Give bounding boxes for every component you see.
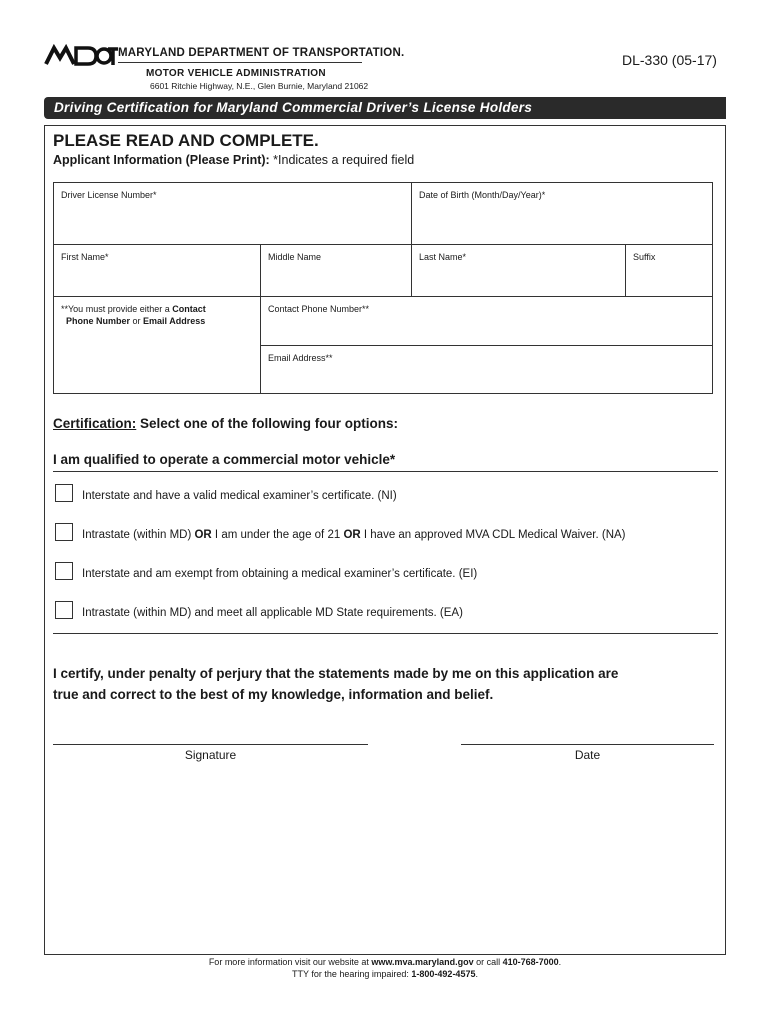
- email-field[interactable]: [260, 345, 713, 394]
- administration-name: MOTOR VEHICLE ADMINISTRATION: [146, 68, 326, 79]
- option-na-text-2: I am under the age of 21: [211, 529, 344, 541]
- certification-statement-line1: I certify, under penalty of perjury that the statements made by me on this application are: [53, 666, 619, 681]
- phone-label: Contact Phone Number**: [268, 304, 370, 314]
- first-name-label: First Name*: [61, 252, 109, 262]
- date-label: Date: [574, 748, 601, 762]
- footer-tty-number: 1-800-492-4575: [411, 969, 476, 979]
- option-na-text-3: I have an approved MVA CDL Medical Waiver. (NA): [360, 529, 626, 541]
- last-name-label: Last Name*: [419, 252, 467, 262]
- contact-note-text: **You must provide either a: [61, 304, 173, 314]
- footer-tty-text: TTY for the hearing impaired:: [292, 969, 412, 979]
- form-title: Driving Certification for Maryland Commercial Driver’s License Holders: [54, 100, 533, 115]
- contact-note-or: or: [130, 316, 144, 326]
- mdot-logo: [44, 44, 118, 66]
- option-ei-label: Interstate and am exempt from obtaining a medical examiner’s certificate. (EI): [82, 568, 478, 580]
- footer-text-1: For more information visit our website at: [208, 957, 372, 967]
- option-ea-label: Intrastate (within MD) and meet all applicable MD State requirements. (EA): [82, 607, 463, 619]
- option-na-or-1: OR: [194, 529, 212, 541]
- certification-label: Certification:: [53, 416, 137, 431]
- agency-divider: [118, 62, 362, 63]
- qualified-heading: I am qualified to operate a commercial motor vehicle*: [53, 452, 396, 467]
- option-na-text-1: Intrastate (within MD): [82, 529, 195, 541]
- contact-note-bold-phone: Phone Number: [66, 316, 131, 326]
- dob-field[interactable]: [411, 182, 713, 245]
- option-na-checkbox[interactable]: [55, 523, 73, 541]
- applicant-info-heading: [53, 153, 414, 167]
- certification-heading: [53, 416, 398, 431]
- required-note: *Indicates a required field: [269, 153, 415, 167]
- signature-label: Signature: [184, 748, 237, 762]
- phone-field[interactable]: [260, 296, 713, 346]
- footer-info-line: [44, 957, 726, 967]
- email-label: Email Address**: [268, 353, 333, 363]
- certification-statement: [53, 663, 718, 705]
- middle-name-label: Middle Name: [268, 252, 322, 262]
- suffix-label: Suffix: [633, 252, 656, 262]
- last-name-field[interactable]: [411, 244, 626, 297]
- contact-note-cell: [53, 296, 261, 394]
- footer-tty-end: .: [475, 969, 478, 979]
- option-na-or-2: OR: [343, 529, 361, 541]
- option-ea-checkbox[interactable]: [55, 601, 73, 619]
- license-number-field[interactable]: [53, 182, 412, 245]
- footer-text-3: .: [558, 957, 562, 967]
- contact-note-bold-contact: Contact: [172, 304, 206, 314]
- certification-statement-line2: true and correct to the best of my knowledge, information and belief.: [53, 687, 494, 702]
- footer-website-link[interactable]: www.mva.maryland.gov: [371, 957, 474, 967]
- middle-name-field[interactable]: [260, 244, 412, 297]
- form-number: DL-330 (05-17): [622, 52, 717, 68]
- footer-phone: 410-768-7000: [502, 957, 559, 967]
- option-na-label: [82, 529, 626, 541]
- option-ni-checkbox[interactable]: [55, 484, 73, 502]
- option-ei-checkbox[interactable]: [55, 562, 73, 580]
- options-bottom-rule: [53, 633, 718, 634]
- agency-address: 6601 Ritchie Highway, N.E., Glen Burnie, Maryland 21062: [150, 81, 369, 91]
- dob-label: Date of Birth (Month/Day/Year)*: [419, 190, 546, 200]
- options-top-rule: [53, 471, 718, 472]
- agency-name: MARYLAND DEPARTMENT OF TRANSPORTATION.: [118, 47, 405, 59]
- footer-text-2: or call: [473, 957, 503, 967]
- applicant-info-label: Applicant Information (Please Print):: [53, 153, 270, 167]
- instruction-heading: PLEASE READ AND COMPLETE.: [53, 131, 319, 150]
- option-ni-label: Interstate and have a valid medical examiner’s certificate. (NI): [82, 490, 397, 502]
- footer-tty-line: [44, 969, 726, 979]
- certification-instruction: Select one of the following four options:: [136, 416, 398, 431]
- date-line[interactable]: [461, 744, 714, 745]
- first-name-field[interactable]: [53, 244, 261, 297]
- license-number-label: Driver License Number*: [61, 190, 157, 200]
- suffix-field[interactable]: [625, 244, 713, 297]
- contact-note-bold-email: Email Address: [143, 316, 206, 326]
- signature-line[interactable]: [53, 744, 368, 745]
